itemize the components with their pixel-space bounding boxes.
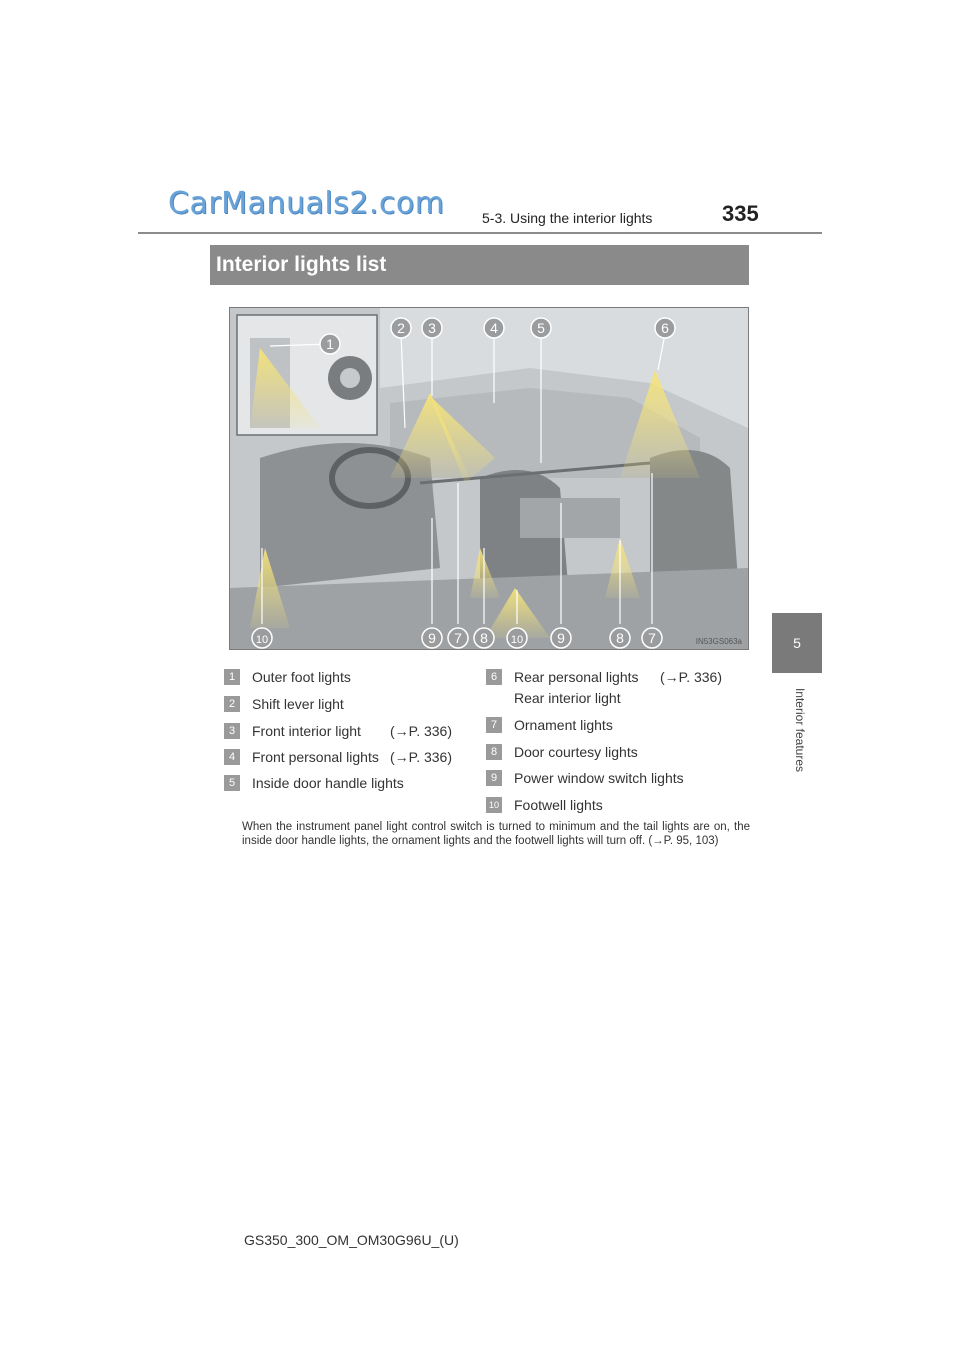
car-interior-drawing xyxy=(230,308,748,649)
legend-item-7 xyxy=(486,715,613,735)
callout-5 xyxy=(531,318,551,338)
legend-label: Inside door handle lights xyxy=(252,775,404,791)
interior-lights-illustration xyxy=(229,307,749,650)
site-logo: CarManuals2.com xyxy=(168,186,445,221)
callout-3 xyxy=(422,318,442,338)
legend-label: Front interior light xyxy=(252,723,361,739)
svg-text:4: 4 xyxy=(490,320,498,336)
svg-text:6: 6 xyxy=(661,320,669,336)
legend-label: Footwell lights xyxy=(514,797,603,813)
callout-7-right xyxy=(642,628,662,648)
section-title: 5-3. Using the interior lights xyxy=(482,210,653,226)
svg-text:9: 9 xyxy=(557,630,565,646)
callout-8-right xyxy=(610,628,630,648)
legend-label: Door courtesy lights xyxy=(514,744,638,760)
legend-label-secondary: Rear interior light xyxy=(514,690,621,706)
svg-text:2: 2 xyxy=(397,320,405,336)
page-reference: (→P. 336) xyxy=(390,749,452,765)
legend-item-10 xyxy=(486,795,603,815)
svg-text:1: 1 xyxy=(326,336,334,352)
legend-number: 6 xyxy=(486,669,502,685)
callout-1 xyxy=(320,334,340,354)
page-heading: Interior lights list xyxy=(210,245,749,285)
legend-label: Shift lever light xyxy=(252,696,344,712)
legend-label: Ornament lights xyxy=(514,717,613,733)
callout-4 xyxy=(484,318,504,338)
manual-code-footer: GS350_300_OM_OM30G96U_(U) xyxy=(244,1232,459,1248)
svg-text:7: 7 xyxy=(648,630,656,646)
illustration-code: IN53GS063a xyxy=(695,637,742,646)
legend-number: 10 xyxy=(486,797,502,813)
svg-text:3: 3 xyxy=(428,320,436,336)
page-reference: (→P. 336) xyxy=(660,669,722,685)
header-rule xyxy=(138,232,822,234)
legend-label: Rear personal lights xyxy=(514,669,639,685)
svg-text:7: 7 xyxy=(454,630,462,646)
legend-number: 3 xyxy=(224,723,240,739)
legend-item-1 xyxy=(224,667,351,687)
svg-text:10: 10 xyxy=(255,634,269,646)
svg-text:10: 10 xyxy=(510,634,524,646)
callout-10-center xyxy=(507,628,527,648)
callout-8-left xyxy=(474,628,494,648)
legend-item-4 xyxy=(224,747,379,767)
svg-text:9: 9 xyxy=(428,630,436,646)
legend-number: 5 xyxy=(224,775,240,791)
legend-number: 8 xyxy=(486,744,502,760)
callout-6 xyxy=(655,318,675,338)
legend-number: 2 xyxy=(224,696,240,712)
legend-item-9 xyxy=(486,768,684,788)
callout-2 xyxy=(391,318,411,338)
chapter-tab: 5 xyxy=(772,613,822,673)
legend-label: Power window switch lights xyxy=(514,770,684,786)
svg-text:8: 8 xyxy=(480,630,488,646)
legend-item-6 xyxy=(486,667,639,687)
svg-text:5: 5 xyxy=(537,320,545,336)
callout-9-right xyxy=(551,628,571,648)
legend-item-5 xyxy=(224,773,404,793)
legend-number: 9 xyxy=(486,770,502,786)
legend-item-3 xyxy=(224,721,361,741)
note-paragraph: When the instrument panel light control switch is turned to minimum and the tail lights are on, the inside door handle lights, the ornament lights and the footwell lights will turn off. (→P. 95, 103) xyxy=(242,821,750,847)
legend-label: Front personal lights xyxy=(252,749,379,765)
svg-text:8: 8 xyxy=(616,630,624,646)
callout-10-left xyxy=(252,628,272,648)
page-number: 335 xyxy=(722,201,759,226)
legend-number: 4 xyxy=(224,749,240,765)
legend-item-2 xyxy=(224,694,344,714)
legend-number: 1 xyxy=(224,669,240,685)
legend-item-8 xyxy=(486,742,638,762)
chapter-title: Interior features xyxy=(793,687,807,773)
legend-number: 7 xyxy=(486,717,502,733)
callout-9-left xyxy=(422,628,442,648)
callout-7-left xyxy=(448,628,468,648)
page-reference: (→P. 336) xyxy=(390,723,452,739)
legend-label: Outer foot lights xyxy=(252,669,351,685)
